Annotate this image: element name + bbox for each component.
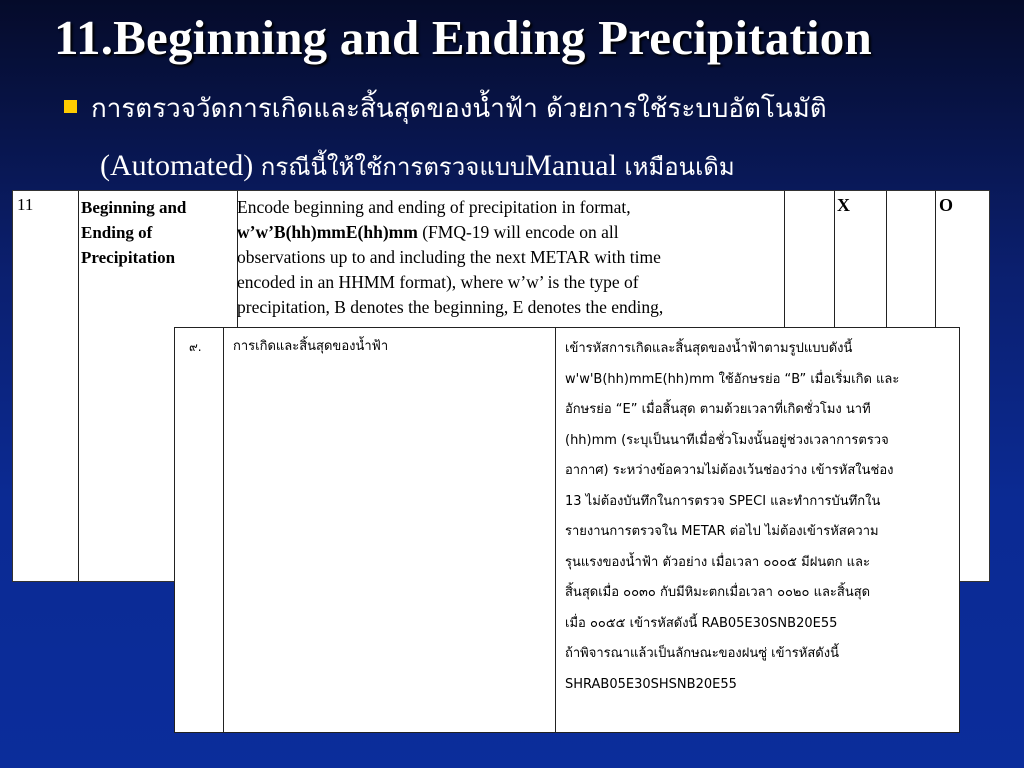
element-name-line: Precipitation [81,248,176,267]
bullet-text-line1 [64,92,1004,126]
description-line: อักษรย่อ “E” เมื่อสิ้นสุด ตามด้วยเวลาที่เกิดชั่วโมง นาที [565,402,871,417]
description-line: เมื่อ ๐๐๕๕ เข้ารหัสดังนี้ RAB05E30SNB20E55 [565,615,838,631]
thai-table-image [174,327,960,733]
slide-title: 11.Beginning and Ending Precipitation [54,10,872,65]
description-line [237,220,782,245]
bullet-thai-text-end: เหมือนเดิม [624,153,735,181]
description-line: (hh)mm (ระบุเป็นนาทีเมื่อชั่วโมงนั้นอยู่ช่วงเวลาการตรวจ [565,432,889,448]
bullet-square-icon [64,100,77,113]
element-name [81,195,221,270]
bullet-text: การตรวจวัดการเกิดและสิ้นสุดของน้ำฟ้า ด้วยการใช้ระบบอัตโนมัติ [91,94,827,124]
description-line: w'w'B(hh)mmE(hh)mm ใช้อักษรย่อ “B” เมื่อเริ่มเกิด และ [565,371,900,387]
column-x-mark: X [837,195,850,215]
manual-label: Manual [525,149,617,182]
element-name-line: Beginning and [81,198,187,217]
description-line: precipitation, B denotes the beginning, E denotes the ending, [237,297,664,317]
table-column-divider [555,328,556,732]
bullet-text-line2 [100,146,1000,187]
description-line: 13 ไม่ต้องบันทึกในการตรวจ SPECI และทำการบันทึกใน [565,493,881,509]
description-line: observations up to and including the next METAR with time [237,247,661,267]
description-line: รายงานการตรวจใน METAR ต่อไป ไม่ต้องเข้ารหัสความ [565,524,879,539]
table-row-number: ๙. [189,340,202,354]
description-line: สิ้นสุดเมื่อ ๐๐๓๐ กับมีหิมะตกเมื่อเวลา ๐๐๒๐ และสิ้นสุด [565,585,871,600]
element-name: การเกิดและสิ้นสุดของน้ำฟ้า [233,339,389,354]
description-line: อากาศ) ระหว่างข้อความไม่ต้องเว้นช่องว่าง เข้ารหัสในช่อง [565,463,894,478]
element-description [237,195,782,320]
description-line: ถ้าพิจารณาแล้วเป็นลักษณะของฝนซู่ เข้ารหัสดังนี้ [565,646,839,661]
description-line: SHRAB05E30SHSNB20E55 [565,676,737,692]
table-column-divider [223,328,224,732]
description-line: รุนแรงของน้ำฟ้า ตัวอย่าง เมื่อเวลา ๐๐๐๕ มีฝนตก และ [565,554,870,570]
column-o-mark: O [939,195,954,215]
format-code: w’w’B(hh)mmE(hh)mm [237,222,418,242]
element-name-line: Ending of [81,223,153,242]
table-row-number: 11 [17,195,34,214]
description-line: encoded in an HHMM format), where w’w’ is the type of [237,272,639,292]
table-column-divider [13,191,79,581]
description-line: Encode beginning and ending of precipitation in format, [237,197,631,217]
description-line: เข้ารหัสการเกิดและสิ้นสุดของน้ำฟ้าตามรูปแบบดังนี้ [565,341,853,356]
element-description [565,334,953,700]
bullet-thai-text: กรณีนี้ให้ใช้การตรวจแบบ [260,153,526,181]
automated-label: (Automated) [100,149,254,182]
description-text: (FMQ-19 will encode on all [417,222,619,242]
